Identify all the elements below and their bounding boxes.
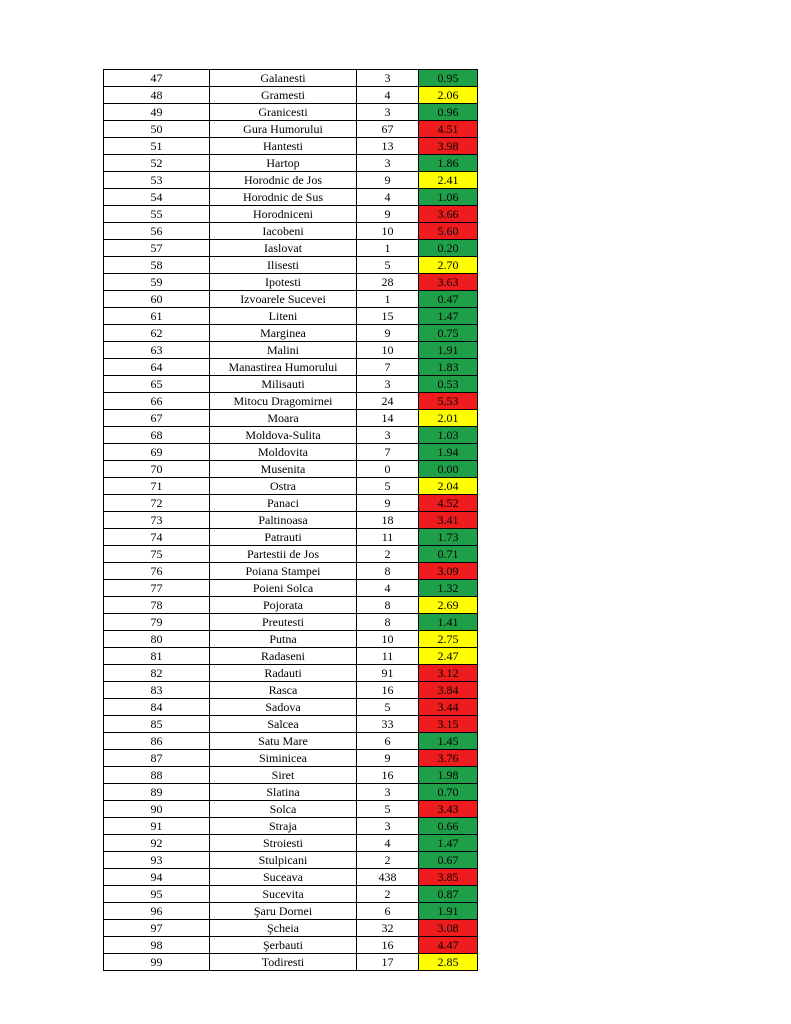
rate-value-cell: 3.98 [419,138,478,155]
row-number-cell: 86 [104,733,210,750]
locality-name-cell: Horodniceni [210,206,357,223]
cases-count-cell: 16 [357,937,419,954]
row-number-cell: 88 [104,767,210,784]
cases-count-cell: 3 [357,818,419,835]
rate-value-cell: 1.47 [419,835,478,852]
table-row [104,155,478,172]
rate-value-cell: 1.47 [419,308,478,325]
cases-count-cell: 9 [357,750,419,767]
cases-count-cell: 5 [357,478,419,495]
table-row [104,359,478,376]
table-row [104,886,478,903]
rate-value-cell: 2.06 [419,87,478,104]
cases-count-cell: 8 [357,614,419,631]
locality-name-cell: Hartop [210,155,357,172]
cases-count-cell: 7 [357,359,419,376]
row-number-cell: 61 [104,308,210,325]
cases-count-cell: 5 [357,699,419,716]
cases-count-cell: 9 [357,325,419,342]
cases-count-cell: 10 [357,342,419,359]
rate-value-cell: 1.45 [419,733,478,750]
rate-value-cell: 2.75 [419,631,478,648]
rate-value-cell: 0.67 [419,852,478,869]
locality-name-cell: Galanesti [210,70,357,87]
row-number-cell: 94 [104,869,210,886]
cases-count-cell: 0 [357,461,419,478]
rate-value-cell: 3.08 [419,920,478,937]
table-row [104,393,478,410]
rate-value-cell: 3.66 [419,206,478,223]
rate-value-cell: 1.32 [419,580,478,597]
rate-value-cell: 1.41 [419,614,478,631]
locality-name-cell: Liteni [210,308,357,325]
locality-name-cell: Slatina [210,784,357,801]
cases-count-cell: 3 [357,427,419,444]
cases-count-cell: 6 [357,903,419,920]
locality-name-cell: Gramesti [210,87,357,104]
row-number-cell: 75 [104,546,210,563]
locality-name-cell: Siminicea [210,750,357,767]
locality-name-cell: Panaci [210,495,357,512]
locality-name-cell: Şaru Dornei [210,903,357,920]
table-row [104,172,478,189]
locality-name-cell: Radauti [210,665,357,682]
row-number-cell: 79 [104,614,210,631]
table-row [104,869,478,886]
row-number-cell: 71 [104,478,210,495]
rate-value-cell: 0.75 [419,325,478,342]
cases-count-cell: 11 [357,529,419,546]
cases-count-cell: 1 [357,291,419,308]
rate-value-cell: 3.85 [419,869,478,886]
cases-count-cell: 16 [357,767,419,784]
rate-value-cell: 4.52 [419,495,478,512]
cases-count-cell: 1 [357,240,419,257]
cases-count-cell: 24 [357,393,419,410]
locality-name-cell: Moldovita [210,444,357,461]
table-row [104,563,478,580]
row-number-cell: 95 [104,886,210,903]
table-row [104,410,478,427]
locality-name-cell: Mitocu Dragomirnei [210,393,357,410]
row-number-cell: 72 [104,495,210,512]
rate-value-cell: 3.41 [419,512,478,529]
cases-count-cell: 4 [357,835,419,852]
row-number-cell: 69 [104,444,210,461]
cases-count-cell: 32 [357,920,419,937]
cases-count-cell: 33 [357,716,419,733]
row-number-cell: 78 [104,597,210,614]
table-row [104,325,478,342]
row-number-cell: 73 [104,512,210,529]
rate-value-cell: 3.44 [419,699,478,716]
table-row [104,767,478,784]
table-row [104,920,478,937]
table-row [104,427,478,444]
rate-value-cell: 1.73 [419,529,478,546]
rate-value-cell: 1.94 [419,444,478,461]
rate-value-cell: 0.47 [419,291,478,308]
table-row [104,342,478,359]
row-number-cell: 58 [104,257,210,274]
cases-count-cell: 14 [357,410,419,427]
locality-name-cell: Iacobeni [210,223,357,240]
cases-count-cell: 3 [357,155,419,172]
table-row [104,138,478,155]
locality-name-cell: Hantesti [210,138,357,155]
locality-name-cell: Ostra [210,478,357,495]
row-number-cell: 54 [104,189,210,206]
table-row [104,614,478,631]
rate-value-cell: 2.70 [419,257,478,274]
row-number-cell: 52 [104,155,210,172]
table-row [104,512,478,529]
cases-count-cell: 28 [357,274,419,291]
locality-name-cell: Malini [210,342,357,359]
locality-name-cell: Moldova-Sulita [210,427,357,444]
row-number-cell: 93 [104,852,210,869]
row-number-cell: 60 [104,291,210,308]
table-row [104,206,478,223]
table-row [104,495,478,512]
row-number-cell: 92 [104,835,210,852]
cases-count-cell: 13 [357,138,419,155]
rate-value-cell: 1.86 [419,155,478,172]
cases-count-cell: 17 [357,954,419,971]
rate-value-cell: 5.53 [419,393,478,410]
row-number-cell: 57 [104,240,210,257]
rate-value-cell: 3.15 [419,716,478,733]
table-row [104,665,478,682]
row-number-cell: 77 [104,580,210,597]
rate-value-cell: 0.20 [419,240,478,257]
locality-name-cell: Milisauti [210,376,357,393]
table-row [104,189,478,206]
locality-name-cell: Partestii de Jos [210,546,357,563]
table-row [104,801,478,818]
locality-name-cell: Satu Mare [210,733,357,750]
row-number-cell: 83 [104,682,210,699]
cases-count-cell: 3 [357,104,419,121]
table-row [104,546,478,563]
cases-count-cell: 91 [357,665,419,682]
rate-value-cell: 4.47 [419,937,478,954]
table-row [104,257,478,274]
locality-name-cell: Pojorata [210,597,357,614]
locality-name-cell: Putna [210,631,357,648]
table-row [104,444,478,461]
cases-count-cell: 5 [357,257,419,274]
rate-value-cell: 0.96 [419,104,478,121]
cases-count-cell: 10 [357,223,419,240]
table-row [104,835,478,852]
rate-value-cell: 1.03 [419,427,478,444]
locality-name-cell: Radaseni [210,648,357,665]
cases-count-cell: 2 [357,886,419,903]
rate-value-cell: 3.76 [419,750,478,767]
row-number-cell: 62 [104,325,210,342]
rate-value-cell: 0.66 [419,818,478,835]
cases-count-cell: 7 [357,444,419,461]
row-number-cell: 70 [104,461,210,478]
locality-name-cell: Poiana Stampei [210,563,357,580]
locality-name-cell: Granicesti [210,104,357,121]
rate-value-cell: 2.01 [419,410,478,427]
rate-value-cell: 3.63 [419,274,478,291]
row-number-cell: 87 [104,750,210,767]
row-number-cell: 81 [104,648,210,665]
row-number-cell: 51 [104,138,210,155]
rate-value-cell: 0.53 [419,376,478,393]
rate-value-cell: 3.43 [419,801,478,818]
table-row [104,954,478,971]
locality-name-cell: Izvoarele Sucevei [210,291,357,308]
table-row [104,223,478,240]
cases-count-cell: 8 [357,597,419,614]
localities-table [103,69,478,971]
locality-name-cell: Iaslovat [210,240,357,257]
cases-count-cell: 2 [357,546,419,563]
table-row [104,529,478,546]
locality-name-cell: Marginea [210,325,357,342]
rate-value-cell: 1.83 [419,359,478,376]
cases-count-cell: 3 [357,70,419,87]
locality-name-cell: Ipotesti [210,274,357,291]
locality-name-cell: Manastirea Humorului [210,359,357,376]
table-row [104,461,478,478]
row-number-cell: 80 [104,631,210,648]
cases-count-cell: 67 [357,121,419,138]
row-number-cell: 68 [104,427,210,444]
table-row [104,903,478,920]
cases-count-cell: 11 [357,648,419,665]
locality-name-cell: Salcea [210,716,357,733]
rate-value-cell: 0.71 [419,546,478,563]
locality-name-cell: Horodnic de Sus [210,189,357,206]
row-number-cell: 74 [104,529,210,546]
row-number-cell: 85 [104,716,210,733]
locality-name-cell: Stroiesti [210,835,357,852]
cases-count-cell: 4 [357,580,419,597]
rate-value-cell: 1.98 [419,767,478,784]
table-row [104,478,478,495]
row-number-cell: 84 [104,699,210,716]
rate-value-cell: 5.60 [419,223,478,240]
table-body [104,70,478,971]
table-row [104,852,478,869]
row-number-cell: 65 [104,376,210,393]
row-number-cell: 90 [104,801,210,818]
locality-name-cell: Gura Humorului [210,121,357,138]
cases-count-cell: 438 [357,869,419,886]
locality-name-cell: Solca [210,801,357,818]
table-row [104,750,478,767]
table-row [104,597,478,614]
cases-count-cell: 6 [357,733,419,750]
row-number-cell: 67 [104,410,210,427]
table-row [104,716,478,733]
row-number-cell: 97 [104,920,210,937]
row-number-cell: 63 [104,342,210,359]
rate-value-cell: 2.47 [419,648,478,665]
row-number-cell: 49 [104,104,210,121]
locality-name-cell: Preutesti [210,614,357,631]
cases-count-cell: 16 [357,682,419,699]
locality-name-cell: Ilisesti [210,257,357,274]
row-number-cell: 53 [104,172,210,189]
locality-name-cell: Horodnic de Jos [210,172,357,189]
rate-value-cell: 0.87 [419,886,478,903]
table-row [104,682,478,699]
locality-name-cell: Musenita [210,461,357,478]
cases-count-cell: 3 [357,376,419,393]
row-number-cell: 91 [104,818,210,835]
row-number-cell: 56 [104,223,210,240]
rate-value-cell: 1.91 [419,903,478,920]
locality-name-cell: Paltinoasa [210,512,357,529]
rate-value-cell: 1.06 [419,189,478,206]
row-number-cell: 98 [104,937,210,954]
rate-value-cell: 3.09 [419,563,478,580]
table-row [104,274,478,291]
rate-value-cell: 0.00 [419,461,478,478]
cases-count-cell: 5 [357,801,419,818]
table-row [104,240,478,257]
locality-name-cell: Straja [210,818,357,835]
table-row [104,818,478,835]
cases-count-cell: 4 [357,87,419,104]
table-row [104,631,478,648]
table-row [104,104,478,121]
row-number-cell: 96 [104,903,210,920]
locality-name-cell: Poieni Solca [210,580,357,597]
row-number-cell: 89 [104,784,210,801]
cases-count-cell: 15 [357,308,419,325]
rate-value-cell: 2.85 [419,954,478,971]
table-row [104,784,478,801]
cases-count-cell: 18 [357,512,419,529]
rate-value-cell: 4.51 [419,121,478,138]
cases-count-cell: 9 [357,206,419,223]
row-number-cell: 66 [104,393,210,410]
table-row [104,308,478,325]
locality-name-cell: Şerbauti [210,937,357,954]
table-row [104,121,478,138]
table-row [104,376,478,393]
table-row [104,937,478,954]
rate-value-cell: 3.84 [419,682,478,699]
table-row [104,699,478,716]
cases-count-cell: 2 [357,852,419,869]
row-number-cell: 99 [104,954,210,971]
locality-name-cell: Todiresti [210,954,357,971]
locality-name-cell: Sucevita [210,886,357,903]
rate-value-cell: 0.95 [419,70,478,87]
locality-name-cell: Suceava [210,869,357,886]
table-row [104,733,478,750]
table-row [104,87,478,104]
cases-count-cell: 10 [357,631,419,648]
rate-value-cell: 1.91 [419,342,478,359]
locality-name-cell: Rasca [210,682,357,699]
table-row [104,648,478,665]
locality-name-cell: Siret [210,767,357,784]
locality-name-cell: Stulpicani [210,852,357,869]
locality-name-cell: Şcheia [210,920,357,937]
row-number-cell: 76 [104,563,210,580]
cases-count-cell: 9 [357,172,419,189]
cases-count-cell: 4 [357,189,419,206]
locality-name-cell: Moara [210,410,357,427]
row-number-cell: 48 [104,87,210,104]
table-row [104,70,478,87]
row-number-cell: 82 [104,665,210,682]
rate-value-cell: 3.12 [419,665,478,682]
cases-count-cell: 8 [357,563,419,580]
row-number-cell: 55 [104,206,210,223]
row-number-cell: 47 [104,70,210,87]
rate-value-cell: 2.41 [419,172,478,189]
row-number-cell: 64 [104,359,210,376]
row-number-cell: 50 [104,121,210,138]
table-row [104,291,478,308]
rate-value-cell: 2.04 [419,478,478,495]
locality-name-cell: Sadova [210,699,357,716]
locality-name-cell: Patrauti [210,529,357,546]
cases-count-cell: 9 [357,495,419,512]
row-number-cell: 59 [104,274,210,291]
rate-value-cell: 2.69 [419,597,478,614]
cases-count-cell: 3 [357,784,419,801]
rate-value-cell: 0.70 [419,784,478,801]
table-row [104,580,478,597]
